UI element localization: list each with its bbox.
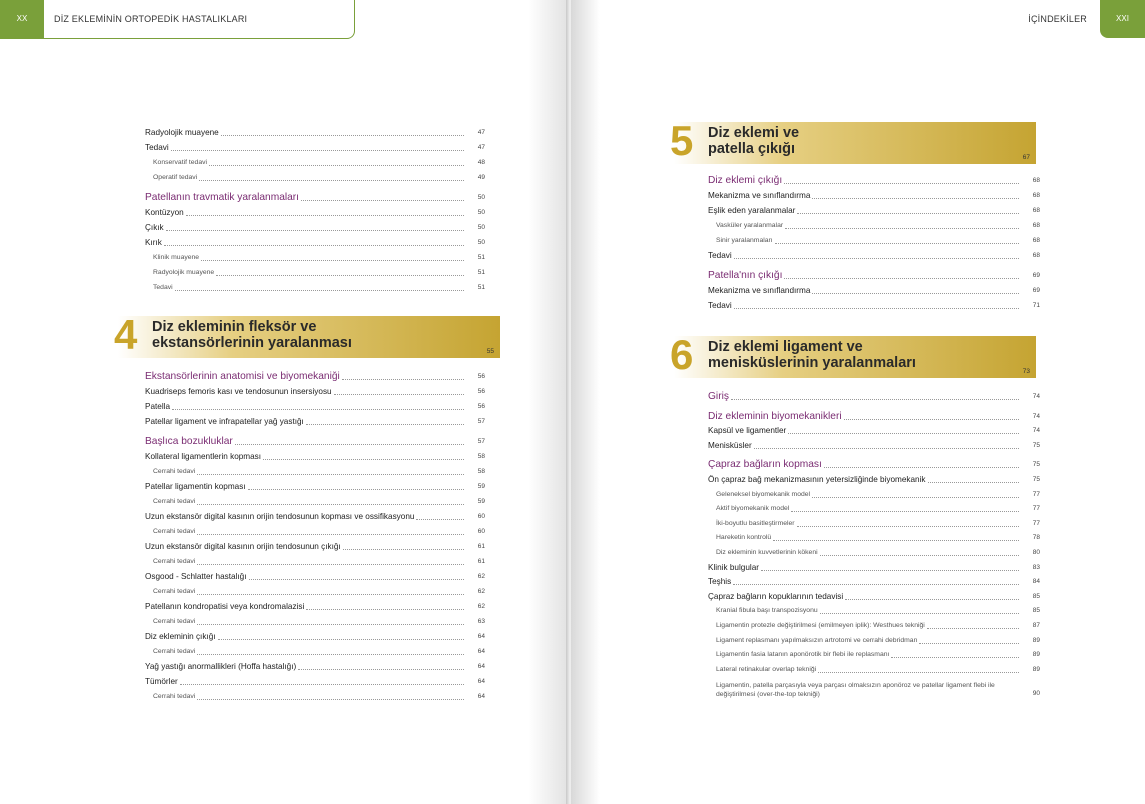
toc-section-entry[interactable] — [708, 386, 1040, 402]
dot-leader — [197, 698, 464, 700]
toc-subentry[interactable] — [708, 486, 1040, 500]
toc-entry-title: Lateral retinakular overlap tekniği — [716, 665, 817, 673]
dot-leader — [791, 510, 1019, 512]
chapter-title-line2: menisküslerinin yaralanmaları — [708, 355, 916, 371]
toc-entry-title: Eşlik eden yaralanmalar — [708, 206, 796, 215]
toc-entry-title: Aktif biyomekanik model — [716, 505, 790, 513]
dot-leader — [235, 443, 464, 445]
toc-entry-title: Mekanizma ve sınıflandırma — [708, 191, 811, 200]
dot-leader — [734, 257, 1019, 259]
toc-page-number: 59 — [477, 483, 485, 490]
toc-page-number: 68 — [1032, 252, 1040, 259]
toc-entry-title: Tedavi — [708, 301, 732, 310]
toc-subentry[interactable] — [145, 154, 485, 168]
toc-entry-title: Cerrahi tedavi — [153, 528, 196, 535]
toc-subentry[interactable] — [708, 544, 1040, 558]
toc-entry-title: Patella'nın çıkığı — [708, 270, 783, 281]
toc-section-entry[interactable] — [708, 170, 1040, 186]
toc-entry-title: Çıkık — [145, 223, 164, 232]
toc-subentry[interactable] — [708, 500, 1040, 514]
toc-entry-title: Operatif tedavi — [153, 174, 198, 181]
toc-page-number: 64 — [477, 663, 485, 670]
toc-section-entry[interactable] — [145, 187, 485, 203]
toc-page-number: 47 — [477, 144, 485, 151]
toc-entry[interactable] — [145, 448, 485, 462]
toc-page-number: 56 — [477, 373, 485, 380]
dot-leader — [812, 197, 1019, 199]
toc-page-number: 74 — [1032, 393, 1040, 400]
dot-leader — [785, 227, 1019, 229]
dot-leader — [754, 447, 1019, 449]
toc-page-number: 61 — [477, 543, 485, 550]
dot-leader — [891, 656, 1019, 658]
toc-entry[interactable] — [145, 234, 485, 248]
toc-section-entry[interactable] — [708, 406, 1040, 422]
toc-entry[interactable] — [145, 383, 485, 397]
dot-leader — [306, 423, 464, 425]
dot-leader — [919, 642, 1019, 644]
toc-entry[interactable] — [708, 588, 1040, 602]
toc-page-number: 68 — [1032, 207, 1040, 214]
toc-entry-title: Giriş — [708, 391, 729, 402]
toc-page-number: 77 — [1032, 490, 1040, 498]
toc-entry-title: Yağ yastığı anormallikleri (Hoffa hastalığı) — [145, 662, 297, 671]
toc-page-number: 63 — [477, 618, 485, 625]
dot-leader — [342, 378, 464, 380]
toc-entry-title: Cerrahi tedavi — [153, 468, 196, 475]
toc-block-left-top — [145, 124, 485, 294]
toc-entry-title: Diz eklemi çıkığı — [708, 175, 783, 186]
toc-entry-title: Kontüzyon — [145, 208, 184, 217]
toc-entry-title: Hareketin kontrolü — [716, 534, 772, 542]
dot-leader — [797, 212, 1019, 214]
toc-entry[interactable] — [145, 658, 485, 672]
toc-subentry[interactable] — [708, 661, 1040, 675]
toc-page-number: 50 — [477, 239, 485, 246]
toc-entry-title: Patellanın kondropatisi veya kondromalazisi — [145, 602, 305, 611]
toc-entry-title: Konservatif tedavi — [153, 159, 208, 166]
toc-subentry[interactable] — [145, 169, 485, 183]
toc-subentry[interactable] — [708, 232, 1040, 246]
toc-entry-title: Uzun ekstansör digital kasının orijin tendosunun çıkığı — [145, 542, 341, 551]
toc-section-entry[interactable] — [708, 265, 1040, 281]
toc-entry-title: Teşhis — [708, 577, 732, 587]
dot-leader — [248, 488, 464, 490]
toc-entry[interactable] — [145, 124, 485, 138]
toc-entry[interactable] — [145, 538, 485, 552]
toc-page-number: 51 — [477, 284, 485, 291]
toc-page-number: 48 — [477, 159, 485, 166]
toc-page-number: 64 — [477, 678, 485, 685]
toc-entry-title: Kuadriseps femoris kası ve tendosunun insersiyosu — [145, 387, 332, 396]
toc-entry-title: Sinir yaralanmaları — [716, 237, 773, 244]
right-page-number: XXI — [1100, 0, 1145, 38]
dot-leader — [734, 307, 1019, 309]
toc-entry-title: Kırık — [145, 238, 162, 247]
toc-page-number: 74 — [1032, 427, 1040, 435]
toc-entry-title: Başlıca bozukluklar — [145, 436, 233, 447]
chapter-title-line1: Diz eklemi ligament ve — [708, 339, 863, 355]
toc-subentry[interactable] — [145, 688, 485, 702]
dot-leader — [927, 627, 1019, 629]
dot-leader — [761, 569, 1019, 571]
toc-subentry[interactable] — [708, 529, 1040, 543]
dot-leader — [343, 548, 464, 550]
toc-entry-title: Mekanizma ve sınıflandırma — [708, 286, 811, 295]
toc-page-number: 78 — [1032, 534, 1040, 542]
toc-subentry[interactable] — [145, 613, 485, 627]
toc-entry-title: Diz ekleminin biyomekanikleri — [708, 410, 842, 422]
dot-leader — [784, 182, 1019, 184]
toc-block-left-bottom — [145, 366, 485, 711]
toc-page-number: 68 — [1032, 237, 1040, 244]
toc-entry[interactable] — [145, 204, 485, 218]
toc-entry-title: Tedavi — [708, 251, 732, 260]
toc-page-number: 74 — [1032, 412, 1040, 420]
dot-leader — [166, 229, 464, 231]
toc-page-number: 51 — [477, 254, 485, 261]
toc-subentry[interactable] — [708, 632, 1040, 646]
chapter-banner-5 — [670, 117, 1036, 164]
toc-entry-title: Radyolojik muayene — [145, 128, 219, 137]
right-page — [571, 0, 1145, 804]
toc-subentry[interactable] — [145, 279, 485, 293]
toc-section-entry[interactable] — [145, 431, 485, 447]
toc-block-right-top — [708, 170, 1040, 315]
toc-entry-title: Tedavi — [153, 284, 173, 291]
toc-page-number: 50 — [477, 224, 485, 231]
chapter-title — [708, 339, 916, 371]
chapter-title-line2: ekstansörlerinin yaralanması — [152, 335, 352, 351]
dot-leader — [845, 598, 1019, 600]
toc-entry-title: Menisküsler — [708, 440, 752, 450]
toc-page-number: 69 — [1032, 287, 1040, 294]
dot-leader — [818, 671, 1019, 673]
chapter-banner-6 — [670, 331, 1036, 378]
dot-leader — [820, 554, 1019, 556]
toc-page-number: 56 — [477, 403, 485, 410]
toc-entry-title: Patella — [145, 402, 171, 411]
toc-entry-title: İki-boyutlu basitleştirmeler — [716, 519, 795, 527]
dot-leader — [844, 418, 1019, 420]
toc-entry-title: Ligament replasmanı yapılmaksızın artrotomi ve cerrahi debridman — [716, 636, 918, 644]
left-page-number: XX — [0, 0, 44, 38]
chapter-page: 73 — [1022, 368, 1030, 375]
dot-leader — [775, 242, 1019, 244]
toc-page-number: 75 — [1032, 476, 1040, 483]
toc-page-number: 64 — [477, 648, 485, 655]
dot-leader — [928, 481, 1019, 483]
toc-entry-title: Diz ekleminin çıkığı — [145, 632, 216, 641]
dot-leader — [784, 277, 1019, 279]
toc-entry-title: Cerrahi tedavi — [153, 498, 196, 505]
toc-entry-title: Ön çapraz bağ mekanizmasının yetersizliğinde biyomekanik — [708, 475, 926, 484]
toc-subentry[interactable] — [145, 249, 485, 263]
toc-entry[interactable] — [145, 139, 485, 153]
toc-page-number: 62 — [477, 588, 485, 595]
toc-entry-title: Uzun ekstansör digital kasının orijin tendosunun kopması ve ossifikasyonu — [145, 512, 415, 521]
toc-page-number: 85 — [1032, 607, 1040, 615]
chapter-title-line1: Diz ekleminin fleksör ve — [152, 319, 317, 335]
toc-page-number: 87 — [1032, 622, 1040, 629]
left-running-title: DİZ EKLEMİNİN ORTOPEDİK HASTALIKLARI — [54, 14, 248, 24]
dot-leader — [731, 398, 1019, 400]
toc-subentry[interactable] — [708, 675, 1040, 699]
toc-page-number: 61 — [477, 558, 485, 565]
toc-entry-title: Radyolojik muayene — [153, 269, 215, 276]
chapter-number: 5 — [670, 117, 694, 164]
toc-entry[interactable] — [145, 628, 485, 642]
toc-page-number: 68 — [1032, 192, 1040, 199]
toc-entry-title: Klinik muayene — [153, 254, 200, 261]
toc-page-number: 77 — [1032, 505, 1040, 513]
dot-leader — [263, 458, 464, 460]
toc-page-number: 89 — [1032, 651, 1040, 659]
toc-page-number: 80 — [1032, 549, 1040, 556]
dot-leader — [164, 244, 464, 246]
dot-leader — [197, 473, 464, 475]
toc-subentry[interactable] — [145, 643, 485, 657]
dot-leader — [416, 518, 464, 520]
toc-entry-title: Patellar ligamentin kopması — [145, 482, 246, 491]
left-page-header — [0, 0, 355, 39]
toc-entry-title: Kollateral ligamentlerin kopması — [145, 452, 262, 461]
toc-page-number: 77 — [1032, 519, 1040, 527]
toc-entry[interactable] — [145, 398, 485, 412]
dot-leader — [197, 503, 464, 505]
toc-section-entry[interactable] — [145, 366, 485, 382]
chapter-title-line1: Diz eklemi ve — [708, 125, 800, 141]
dot-leader — [797, 525, 1019, 527]
toc-subentry[interactable] — [708, 646, 1040, 660]
toc-entry[interactable] — [145, 413, 485, 427]
toc-entry-title: Cerrahi tedavi — [153, 558, 196, 565]
toc-page-number: 75 — [1032, 461, 1040, 469]
toc-page-number: 62 — [477, 603, 485, 610]
dot-leader — [812, 292, 1019, 294]
dot-leader — [773, 539, 1019, 541]
toc-subentry[interactable] — [708, 617, 1040, 631]
toc-subentry[interactable] — [145, 493, 485, 507]
toc-entry[interactable] — [145, 598, 485, 612]
dot-leader — [201, 259, 464, 261]
dot-leader — [812, 496, 1019, 498]
toc-page-number: 68 — [1032, 177, 1040, 184]
chapter-title — [708, 125, 799, 157]
toc-page-number: 62 — [477, 573, 485, 580]
toc-entry-title: Kapsül ve ligamentler — [708, 426, 787, 436]
dot-leader — [249, 578, 465, 580]
dot-leader — [301, 199, 464, 201]
toc-block-right-bottom — [708, 386, 1040, 706]
toc-page-number: 50 — [477, 194, 485, 201]
toc-section-entry[interactable] — [708, 454, 1040, 470]
toc-entry-title: Ligamentin protezle değiştirilmesi (emilmeyen iplik): Westhues tekniği — [716, 622, 925, 629]
toc-page-number: 50 — [477, 209, 485, 216]
dot-leader — [180, 683, 464, 685]
toc-page-number: 51 — [477, 269, 485, 276]
toc-entry[interactable] — [145, 673, 485, 687]
toc-page-number: 71 — [1032, 302, 1040, 309]
toc-entry-title: Çapraz bağların kopması — [708, 459, 822, 471]
chapter-number: 4 — [114, 311, 138, 358]
dot-leader — [186, 214, 464, 216]
chapter-banner-4 — [114, 311, 500, 358]
toc-subentry[interactable] — [145, 583, 485, 597]
toc-entry-title: Tedavi — [145, 143, 169, 152]
toc-entry[interactable] — [708, 187, 1040, 201]
dot-leader — [306, 608, 464, 610]
dot-leader — [298, 668, 464, 670]
toc-page-number: 57 — [477, 418, 485, 425]
dot-leader — [197, 563, 464, 565]
toc-entry[interactable] — [708, 573, 1040, 587]
toc-entry[interactable] — [708, 471, 1040, 485]
dot-leader — [171, 149, 464, 151]
dot-leader — [175, 289, 464, 291]
toc-entry[interactable] — [708, 202, 1040, 216]
toc-entry[interactable] — [708, 282, 1040, 296]
toc-entry[interactable] — [145, 478, 485, 492]
toc-subentry[interactable] — [145, 523, 485, 537]
toc-entry-title: Patellanın travmatik yaralanmaları — [145, 192, 300, 203]
dot-leader — [824, 466, 1019, 468]
toc-page-number: 90 — [1032, 690, 1040, 698]
toc-entry-title: Patellar ligament ve infrapatellar yağ yastığı — [145, 417, 304, 426]
dot-leader — [197, 533, 464, 535]
toc-entry-title: Klinik bulgular — [708, 562, 759, 572]
toc-page-number: 83 — [1032, 563, 1040, 571]
dot-leader — [172, 408, 464, 410]
toc-entry-title: Çapraz bağların kopuklarının tedavisi — [708, 591, 844, 601]
toc-subentry[interactable] — [145, 553, 485, 567]
toc-entry-title: Geleneksel biyomekanik model — [716, 490, 811, 498]
toc-page-number: 59 — [477, 498, 485, 505]
toc-page-number: 64 — [477, 693, 485, 700]
toc-page-number: 75 — [1032, 441, 1040, 449]
toc-subentry[interactable] — [145, 264, 485, 278]
toc-page-number: 60 — [477, 528, 485, 535]
toc-entry-title: Osgood - Schlatter hastalığı — [145, 572, 247, 581]
toc-page-number: 68 — [1032, 222, 1040, 229]
toc-entry[interactable] — [708, 297, 1040, 311]
dot-leader — [820, 612, 1019, 614]
toc-entry-title: Vasküler yaralanmalar — [716, 222, 784, 229]
toc-entry[interactable] — [145, 568, 485, 582]
dot-leader — [733, 583, 1019, 585]
toc-page-number: 69 — [1032, 272, 1040, 279]
toc-entry-title: Kranial fibula başı transpozisyonu — [716, 607, 818, 615]
toc-page-number: 60 — [477, 513, 485, 520]
toc-page-number: 85 — [1032, 592, 1040, 600]
chapter-page: 55 — [486, 348, 494, 355]
dot-leader — [209, 164, 464, 166]
chapter-title-line2: patella çıkığı — [708, 141, 796, 157]
chapter-title — [152, 319, 352, 351]
toc-page-number: 49 — [477, 174, 485, 181]
toc-entry-title: Diz ekleminin kuvvetlerinin kökeni — [716, 549, 818, 556]
toc-entry-title: Ekstansörlerinin anatomisi ve biyomekaniği — [145, 371, 340, 382]
toc-entry[interactable] — [145, 219, 485, 233]
toc-entry-title: Cerrahi tedavi — [153, 588, 196, 595]
toc-entry-title: Tümörler — [145, 677, 178, 686]
dot-leader — [221, 134, 464, 136]
dot-leader — [216, 274, 464, 276]
toc-page-number: 64 — [477, 633, 485, 640]
toc-entry-title: Cerrahi tedavi — [153, 618, 196, 625]
toc-entry[interactable] — [708, 559, 1040, 573]
toc-page-number: 56 — [477, 388, 485, 395]
toc-subentry[interactable] — [145, 463, 485, 477]
dot-leader — [197, 593, 464, 595]
toc-subentry[interactable] — [708, 515, 1040, 529]
toc-page-number: 58 — [477, 453, 485, 460]
dot-leader — [218, 638, 464, 640]
toc-entry[interactable] — [708, 247, 1040, 261]
toc-page-number: 58 — [477, 468, 485, 475]
toc-entry-title: Ligamentin fasia latanın aponörotik bir flebi ile replasmanı — [716, 651, 890, 659]
toc-subentry[interactable] — [708, 217, 1040, 231]
dot-leader — [334, 393, 464, 395]
toc-page-number: 47 — [477, 129, 485, 136]
toc-entry[interactable] — [708, 422, 1040, 436]
toc-subentry[interactable] — [708, 602, 1040, 616]
dot-leader — [197, 653, 464, 655]
toc-entry-title: Cerrahi tedavi — [153, 648, 196, 655]
dot-leader — [199, 179, 464, 181]
left-page — [0, 0, 568, 804]
chapter-number: 6 — [670, 331, 694, 378]
right-running-title: İÇİNDEKİLER — [1028, 14, 1087, 24]
toc-entry[interactable] — [708, 437, 1040, 451]
dot-leader — [197, 623, 464, 625]
toc-page-number: 89 — [1032, 636, 1040, 644]
toc-entry[interactable] — [145, 508, 485, 522]
dot-leader — [788, 432, 1019, 434]
toc-page-number: 84 — [1032, 578, 1040, 586]
toc-page-number: 89 — [1032, 665, 1040, 673]
toc-page-number: 57 — [477, 438, 485, 445]
toc-entry-title: Cerrahi tedavi — [153, 693, 196, 700]
chapter-page: 67 — [1022, 154, 1030, 161]
toc-entry-title: Ligamentin, patella parçasıyla veya parçası olmaksızın aponöroz ve patellar ligament flebi ile değiştirilmesi (over-the-top tekniği) — [716, 682, 995, 699]
